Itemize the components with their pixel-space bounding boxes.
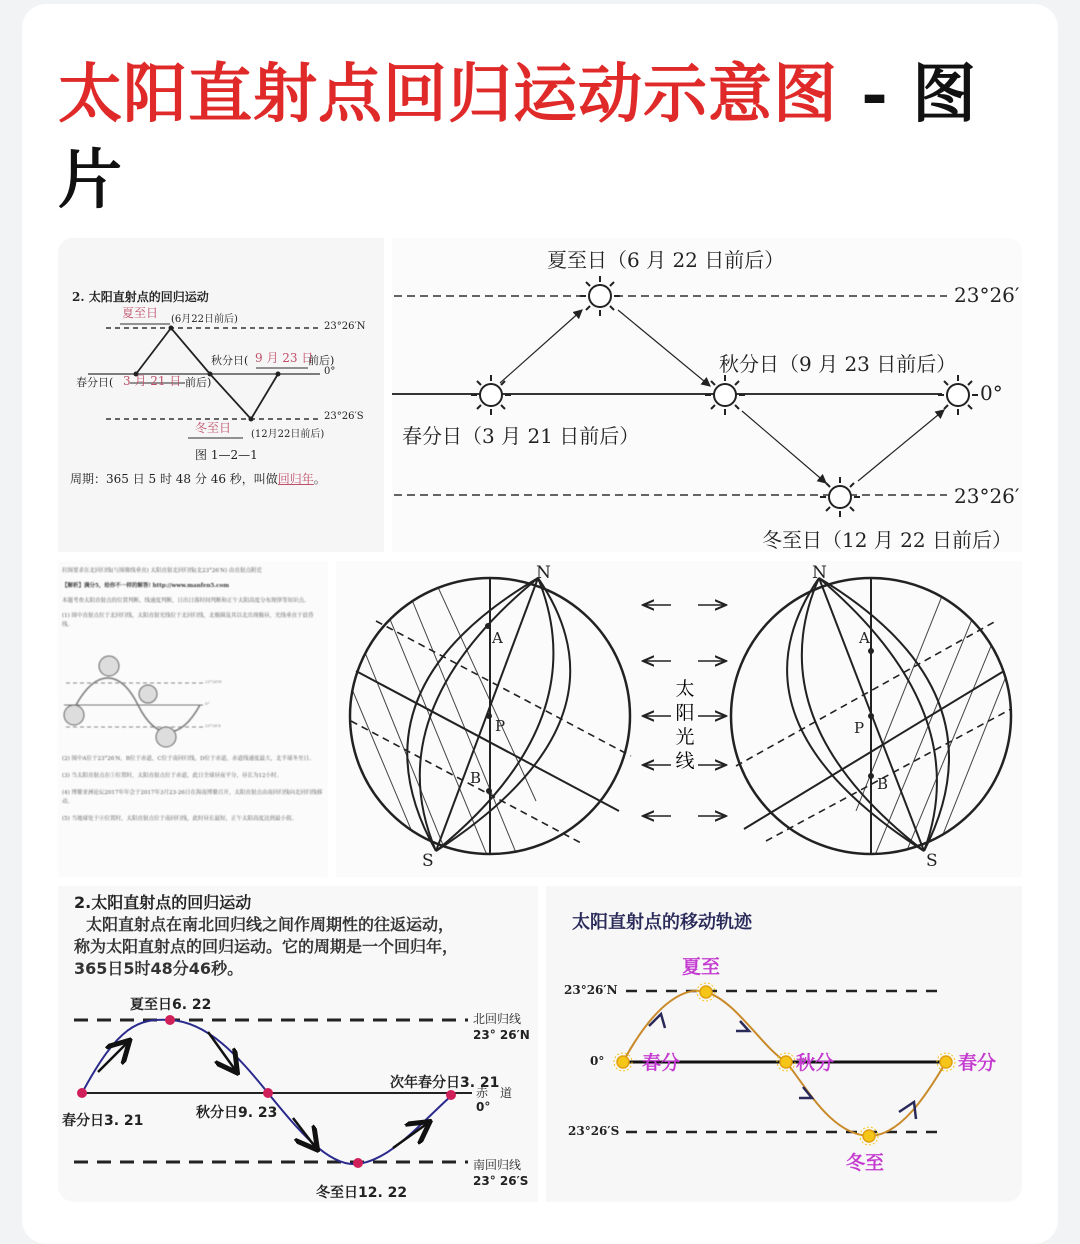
tile1-period-end: 。 — [313, 472, 326, 486]
tile1-winter-date: (12月22日前后) — [251, 429, 325, 440]
tile4-left-a: A — [492, 629, 503, 647]
tile6-spring: 春分 — [642, 1052, 681, 1074]
tile2-lat-n: 23°26′ — [954, 283, 1020, 307]
image-tile-4[interactable] — [336, 561, 1022, 877]
tile1-summer: 夏至日 — [122, 306, 159, 320]
tile2-winter: 冬至日（12 月 22 日前后） — [762, 528, 1012, 552]
tile4-left-p: P — [495, 717, 506, 735]
tile5-tropic-n-name: 北回归线 — [473, 1012, 522, 1026]
tile3-lat-n: 23°26′N — [205, 679, 222, 684]
tile6-trajectory-diagram — [546, 886, 1022, 1202]
tile5-summer: 夏至日6. 22 — [130, 997, 212, 1013]
tile2-diagram — [392, 238, 1022, 552]
tile1-spring-suffix: 前后) — [185, 376, 212, 389]
tile4-left-b: B — [470, 769, 482, 787]
tile1-heading: 2. 太阳直射点的回归运动 — [72, 290, 209, 304]
tile1-period-text: 周期：365 日 5 时 48 分 46 秒，叫做 — [70, 472, 278, 486]
tile2-autumn: 秋分日（9 月 23 日前后） — [719, 352, 957, 376]
tile6-lat-0: 0° — [590, 1054, 605, 1068]
tile5-next-spring: 次年春分日3. 21 — [390, 1075, 500, 1091]
image-tile-2[interactable] — [392, 238, 1022, 552]
tile2-lat-0: 0° — [980, 381, 1003, 405]
title-highlight: 太阳直射点回归运动示意图 — [58, 57, 838, 132]
tile5-equator-name: 赤 道 — [476, 1086, 513, 1100]
tile5-tropic-n-lat: 23° 26′N — [473, 1028, 530, 1042]
tile3-text-bottom — [62, 755, 324, 824]
tile5-heading: 2.太阳直射点的回归运动 — [74, 893, 252, 912]
tile3-line: (3) 当太阳直射点在①位置时，太阳直射点位于赤道，此日全球昼夜平分，昼长为12小时。 — [62, 773, 283, 779]
tile1-period — [70, 470, 326, 487]
tile2-spring: 春分日（3 月 21 日前后） — [402, 424, 640, 448]
tile1-diagram — [58, 238, 384, 552]
tile5-winter: 冬至日12. 22 — [316, 1185, 408, 1201]
tile1-period-answer: 回归年 — [277, 472, 314, 486]
tile6-autumn: 秋分 — [796, 1052, 835, 1074]
tile1-autumn-date: 9 月 23 日 — [255, 351, 314, 365]
tile6-lat-n: 23°26′N — [564, 983, 618, 997]
tile4-sunlight-char: 光 — [675, 726, 695, 748]
tile4-left-north: N — [536, 563, 551, 583]
image-tile-6[interactable] — [546, 886, 1022, 1202]
tile4-right-a: A — [859, 629, 870, 647]
tile5-paragraph-2: 称为太阳直射点的回归运动。它的周期是一个回归年， — [74, 937, 459, 956]
tile6-lat-s: 23°26′S — [568, 1124, 620, 1138]
tile2-lat-s: 23°26′ — [954, 484, 1020, 508]
tile5-autumn: 秋分日9. 23 — [196, 1105, 278, 1121]
tile4-sunlight-char: 线 — [675, 750, 695, 772]
tile3-line: 拉图要求在北回归线(与图像线垂直) 太阳直射北回归线(北23°26′N) 由直射点附近 — [62, 568, 262, 574]
tile6-spring-next: 春分 — [958, 1052, 997, 1074]
title-suffix: - 图片 — [58, 57, 978, 218]
tile1-spring-date: 3 月 21 日 — [123, 374, 182, 388]
tile1-autumn-suffix: 前后) — [308, 354, 335, 367]
image-tile-1[interactable] — [58, 238, 384, 552]
page-title[interactable] — [58, 52, 1028, 224]
tile3-line: (1) 图中直射点位于北回归线，太阳直射光线位于北回归线，北极圈及其以北出现极昼，光线垂直于晨昏线。 — [62, 613, 314, 628]
tile4-sunlight-char: 太 — [675, 678, 695, 700]
tile3-lat-0: 0° — [205, 701, 210, 706]
tile3-lat-s: 23°26′S — [205, 723, 221, 728]
tile4-right-north: N — [812, 563, 827, 583]
tile4-right-p: P — [854, 719, 865, 737]
tile5-paragraph-3: 365日5时48分46秒。 — [74, 959, 244, 978]
tile4-left-south: S — [422, 851, 434, 871]
tile3-mini-diagram — [58, 561, 328, 877]
tile5-spring: 春分日3. 21 — [62, 1113, 144, 1129]
tile1-winter: 冬至日 — [195, 421, 232, 435]
tile1-lat-0: 0° — [324, 366, 336, 377]
tile3-line: (5) 当地球处于④位置时，太阳直射点位于南回归线，此时昼长最短，正午太阳高度达到最小值。 — [62, 816, 298, 822]
tile1-lat-n: 23°26′N — [324, 321, 366, 332]
tile4-sunlight-label — [674, 677, 696, 773]
tile1-autumn: 秋分日( — [211, 354, 249, 367]
tile6-heading: 太阳直射点的移动轨迹 — [572, 912, 752, 933]
tile5-equator-lat: 0° — [476, 1100, 491, 1114]
tile3-line: 【解析】满分5，给你不一样的解答! http://www.manfen5.com — [62, 583, 230, 589]
tile3-line: (4) 博鳌亚洲论坛2017年年会于2017年3月23-26日在海南博鳌召开，太阳直射点由南回归线向北回归线移动。 — [62, 790, 323, 805]
tile4-right-b: B — [877, 775, 889, 793]
tile5-tropic-s-name: 南回归线 — [473, 1158, 522, 1172]
tile3-line: (2) 图中A位于23°26′N，B位于赤道，C位于南回归线，D位于赤道，赤道线速度最大，北半球冬至日。 — [62, 756, 315, 762]
tile5-tropic-s-lat: 23° 26′S — [473, 1174, 529, 1188]
tile4-right-south: S — [926, 851, 938, 871]
tile2-summer: 夏至日（6 月 22 日前后） — [547, 248, 785, 272]
tile6-winter: 冬至 — [846, 1152, 885, 1174]
tile5-paragraph-1: 太阳直射点在南北回归线之间作周期性的往返运动， — [86, 915, 455, 934]
tile5-sine-diagram — [58, 886, 538, 1202]
image-tile-3[interactable] — [58, 561, 328, 877]
tile1-spring: 春分日( — [76, 376, 114, 389]
tile1-figure-caption: 图 1—2—1 — [195, 448, 258, 462]
tile6-summer: 夏至 — [682, 956, 721, 978]
tile4-sunlight-char: 阳 — [675, 702, 695, 724]
tile3-line: 本题考查太阳直射点的位置判断、线速度判断，日出日落时间判断和正午太阳高度分布规律等知识点。 — [62, 598, 310, 604]
tile1-lat-s: 23°26′S — [324, 411, 364, 422]
image-tile-5[interactable] — [58, 886, 538, 1202]
tile1-summer-date: (6月22日前后) — [171, 314, 238, 325]
